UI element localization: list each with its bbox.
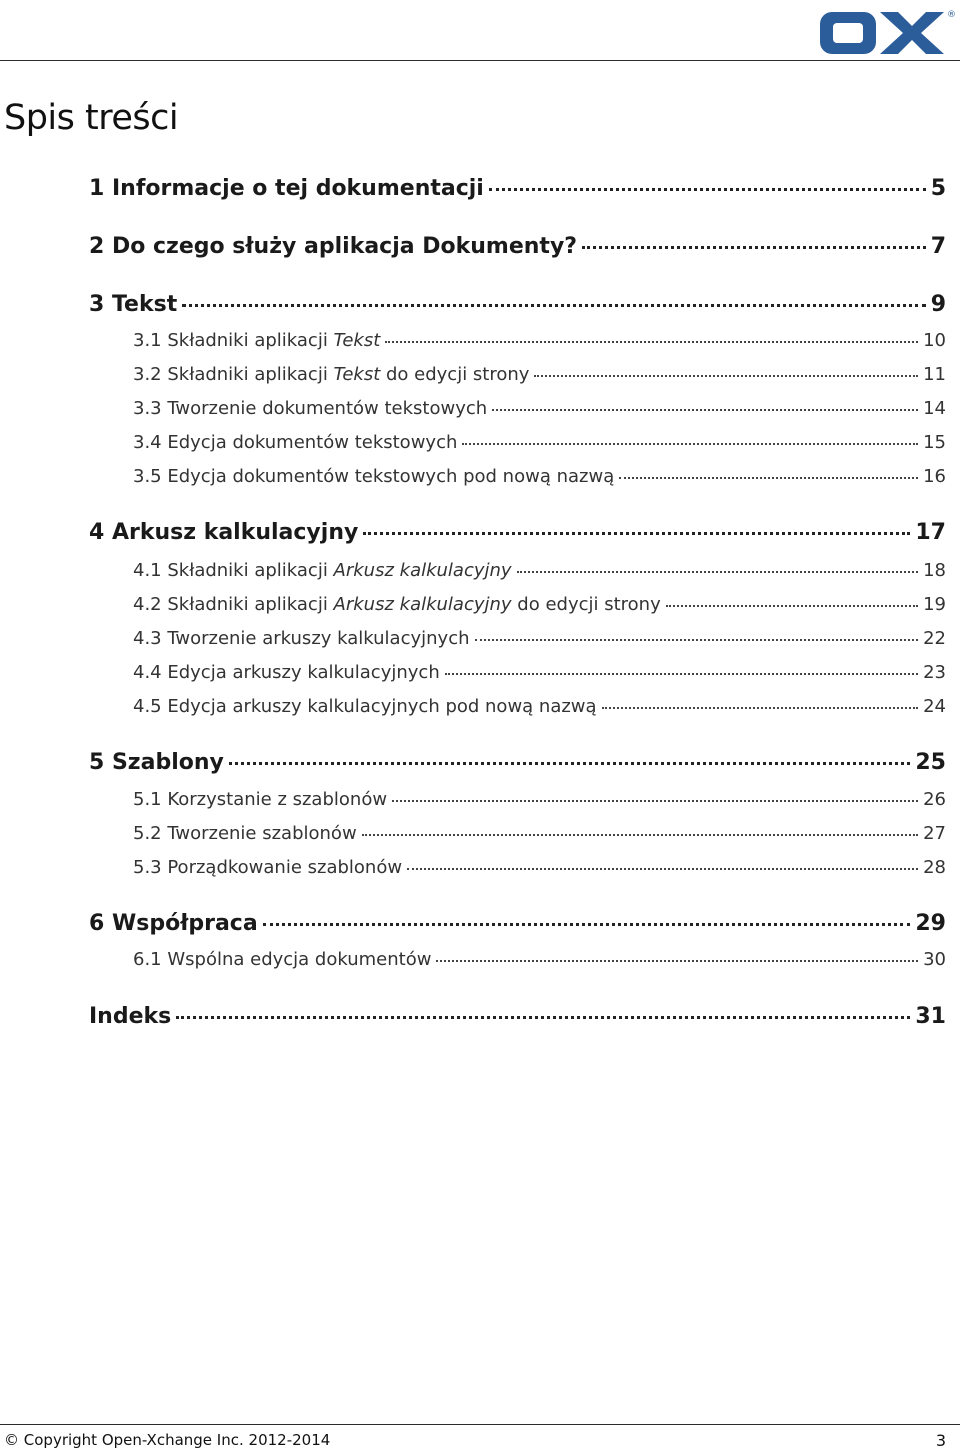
toc-page-number: 7 [930, 234, 946, 259]
toc-entry-label-suffix: do edycji strony [380, 364, 530, 385]
toc-dot-leader [385, 323, 918, 343]
toc-chapter-entry[interactable] [89, 170, 946, 201]
toc-chapter-entry[interactable] [89, 905, 946, 936]
toc-page-number: 9 [930, 292, 946, 317]
toc-entry-label: 3 Tekst [89, 292, 178, 317]
toc-page-number: 31 [915, 1004, 946, 1029]
toc-dot-leader [392, 782, 918, 802]
toc-entry-label: 1 Informacje o tej dokumentacji [89, 176, 484, 201]
toc-entry-label [133, 560, 512, 581]
toc-section-entry[interactable] [133, 360, 946, 385]
toc-entry-label: 2 Do czego służy aplikacja Dokumenty? [89, 234, 578, 259]
toc-page-number: 26 [923, 789, 946, 810]
toc-dot-leader [666, 587, 918, 607]
toc-entry-label: 6 Współpraca [89, 911, 258, 936]
toc-section-entry[interactable] [133, 692, 946, 717]
toc-dot-leader [602, 689, 919, 709]
toc-entry-label: 4 Arkusz kalkulacyjny [89, 520, 359, 545]
toc-entry-label-text: 5.1 Korzystanie z szablonów [133, 789, 388, 810]
toc-entry-label: Indeks [89, 1004, 172, 1029]
toc-page-number: 29 [915, 911, 946, 936]
toc-page-number: 19 [923, 594, 946, 615]
toc-entry-label-text: 3.3 Tworzenie dokumentów tekstowych [133, 398, 488, 419]
toc-chapter-entry[interactable] [89, 744, 946, 775]
toc-dot-leader [462, 425, 918, 445]
toc-section-entry[interactable] [133, 853, 946, 878]
toc-entry-label-text: 3.1 Składniki aplikacji [133, 330, 334, 351]
toc-entry-label [133, 628, 470, 649]
toc-section-entry[interactable] [133, 819, 946, 844]
toc-section-entry[interactable] [133, 394, 946, 419]
toc-dot-leader [489, 166, 926, 191]
footer-page-number: 3 [935, 1431, 946, 1450]
toc-page-number: 11 [923, 364, 946, 385]
toc-dot-leader [363, 510, 910, 535]
toc-entry-label [133, 432, 457, 453]
toc-dot-leader [362, 816, 918, 836]
toc-entry-label-text: 4.2 Składniki aplikacji [133, 594, 334, 615]
toc-section-entry[interactable] [133, 624, 946, 649]
page-title: Spis treści [4, 98, 179, 138]
registered-mark: ® [947, 10, 956, 20]
ox-logo [816, 6, 956, 58]
toc-entry-label-italic: Arkusz kalkulacyjny [333, 560, 512, 581]
toc-page-number: 22 [923, 628, 946, 649]
toc-chapter-entry[interactable] [89, 228, 946, 259]
toc-entry-label [133, 594, 661, 615]
toc-page-number: 30 [923, 949, 946, 970]
toc-entry-label-italic: Tekst [333, 330, 381, 351]
toc-page-number: 25 [915, 750, 946, 775]
header-divider [0, 60, 960, 61]
toc-section-entry[interactable] [133, 428, 946, 453]
toc-dot-leader [492, 391, 918, 411]
toc-entry-label-text: 5.2 Tworzenie szablonów [133, 823, 357, 844]
toc-section-entry[interactable] [133, 462, 946, 487]
toc-entry-label [133, 857, 402, 878]
toc-dot-leader [229, 740, 911, 765]
toc-entry-label [133, 696, 597, 717]
toc-entry-label-text: 4.5 Edycja arkuszy kalkulacyjnych pod nową nazwą [133, 696, 597, 717]
toc-entry-label [133, 398, 487, 419]
toc-dot-leader [619, 459, 918, 479]
toc-section-entry[interactable] [133, 590, 946, 615]
toc-entry-label-text: 4.3 Tworzenie arkuszy kalkulacyjnych [133, 628, 470, 649]
toc-page-number: 28 [923, 857, 946, 878]
toc-entry-label-text: 4.4 Edycja arkuszy kalkulacyjnych [133, 662, 440, 683]
toc-entry-label [133, 466, 614, 487]
toc-entry-label-text: 6.1 Wspólna edycja dokumentów [133, 949, 432, 970]
toc-page-number: 27 [923, 823, 946, 844]
toc-dot-leader [182, 282, 925, 307]
toc-page-number: 23 [923, 662, 946, 683]
toc-dot-leader [436, 942, 918, 962]
toc-dot-leader [176, 994, 910, 1019]
toc-dot-leader [407, 850, 918, 870]
toc-chapter-entry[interactable] [89, 998, 946, 1029]
toc-entry-label-italic: Tekst [333, 364, 381, 385]
toc-section-entry[interactable] [133, 945, 946, 970]
toc-page-number: 10 [923, 330, 946, 351]
toc-chapter-entry[interactable] [89, 286, 946, 317]
toc-entry-label: 5 Szablony [89, 750, 224, 775]
footer-copyright: © Copyright Open-Xchange Inc. 2012-2014 [4, 1431, 331, 1449]
toc-entry-label-text: 3.5 Edycja dokumentów tekstowych pod nową nazwą [133, 466, 615, 487]
toc-section-entry[interactable] [133, 785, 946, 810]
toc-entry-label-text: 5.3 Porządkowanie szablonów [133, 857, 403, 878]
toc-page-number: 15 [923, 432, 946, 453]
toc-entry-label [133, 949, 431, 970]
toc-entry-label [133, 789, 387, 810]
toc-entry-label [133, 364, 529, 385]
toc-page-number: 5 [930, 176, 946, 201]
toc-entry-label-italic: Arkusz kalkulacyjny [333, 594, 512, 615]
toc-dot-leader [263, 901, 911, 926]
toc-entry-label [133, 330, 380, 351]
toc-dot-leader [445, 655, 918, 675]
toc-dot-leader [534, 357, 918, 377]
toc-section-entry[interactable] [133, 326, 946, 351]
footer-divider [0, 1424, 960, 1425]
toc-page-number: 18 [923, 560, 946, 581]
toc-page-number: 16 [923, 466, 946, 487]
toc-entry-label-text: 3.2 Składniki aplikacji [133, 364, 334, 385]
toc-page-number: 14 [923, 398, 946, 419]
toc-section-entry[interactable] [133, 658, 946, 683]
toc-section-entry[interactable] [133, 556, 946, 581]
toc-dot-leader [517, 553, 919, 573]
toc-dot-leader [475, 621, 919, 641]
toc-dot-leader [582, 224, 926, 249]
toc-chapter-entry[interactable] [89, 514, 946, 545]
toc-entry-label-text: 4.1 Składniki aplikacji [133, 560, 334, 581]
toc-entry-label [133, 662, 440, 683]
toc-entry-label [133, 823, 357, 844]
toc-page-number: 17 [915, 520, 946, 545]
toc-page-number: 24 [923, 696, 946, 717]
toc-entry-label-text: 3.4 Edycja dokumentów tekstowych [133, 432, 458, 453]
toc-entry-label-suffix: do edycji strony [511, 594, 661, 615]
